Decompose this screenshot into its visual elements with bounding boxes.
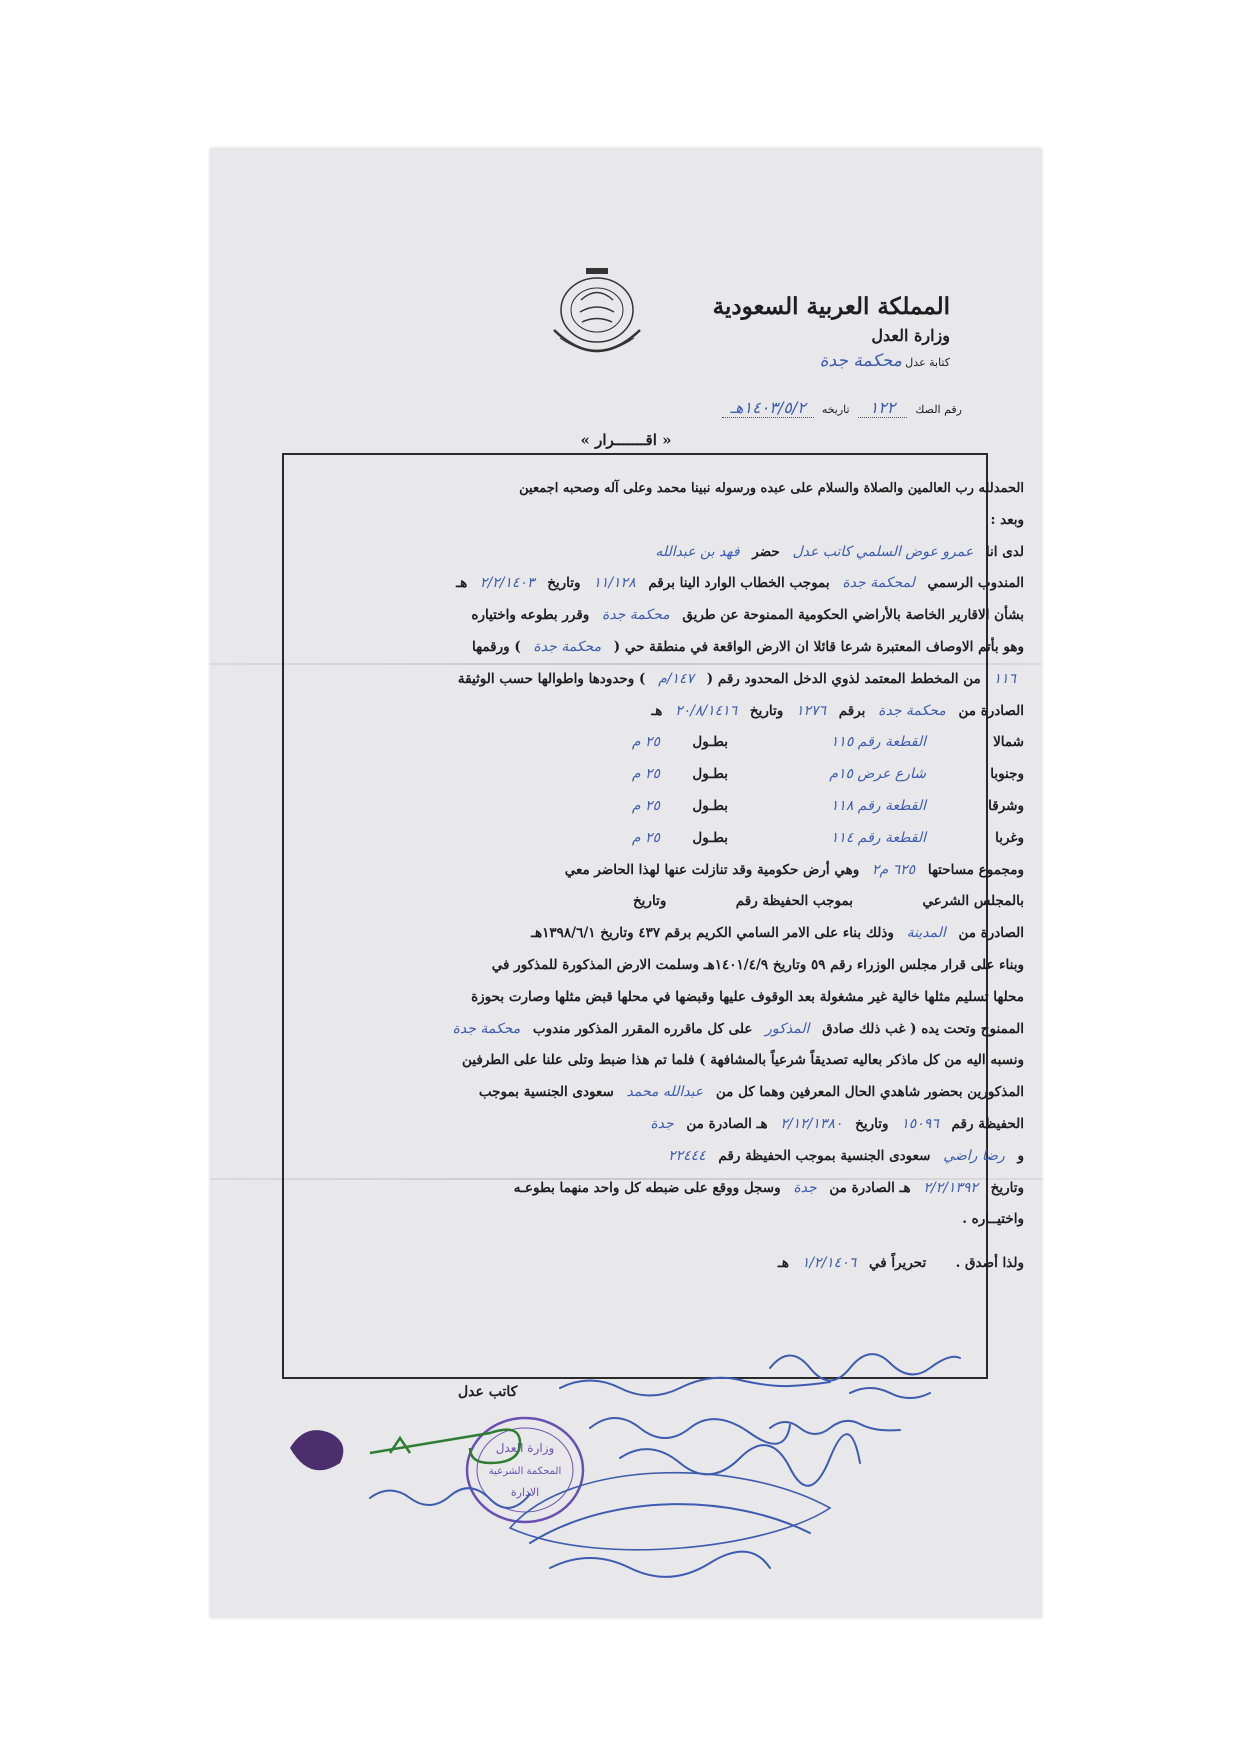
- text: وتاريخ: [749, 702, 784, 719]
- text: من المخطط المعتمد لذوي الدخل المحدود رقم (: [706, 670, 981, 687]
- deed-number-label: رقم الصك: [915, 403, 962, 416]
- text: وقرر بطوعه واختياره: [471, 607, 590, 624]
- text: الممنوح وتحت يده ( غب ذلك صادق: [822, 1020, 1024, 1037]
- handwriting: ١١٦: [993, 670, 1016, 687]
- body-line: [290, 696, 1024, 728]
- document-body: [290, 473, 1024, 1280]
- ink-seal-blot: [290, 1430, 343, 1470]
- handwriting: محكمة جدة: [602, 607, 670, 624]
- handwriting: جدة: [793, 1179, 817, 1196]
- letterhead: [713, 293, 950, 371]
- boundary-length: ٢٥ م: [631, 766, 660, 783]
- boundary-row-east: [290, 791, 1024, 823]
- handwriting: ١٢٧٦: [796, 702, 827, 719]
- handwriting: محكمة جدة: [878, 702, 946, 719]
- handwriting: المدينة: [906, 925, 946, 942]
- text: على كل ماقرره المقرر المذكور مندوب: [532, 1020, 753, 1037]
- signature-stroke: [770, 1421, 900, 1434]
- boundary-value: القطعة رقم ١١٤: [830, 829, 926, 846]
- body-line: واختيــاره .: [962, 1211, 1024, 1228]
- court-label: كتابة عدل: [905, 356, 950, 369]
- deed-number: ١٢٢: [858, 398, 908, 418]
- handwriting: لمحكمة جدة: [842, 575, 915, 592]
- text: ) ورقمها: [471, 638, 521, 655]
- boundary-length: ٢٥ م: [631, 734, 660, 751]
- kingdom-title: المملكة العربية السعودية: [712, 293, 950, 320]
- handwriting: ٢/١٢/١٣٨٠: [780, 1115, 843, 1132]
- boundary-value: القطعة رقم ١١٨: [830, 797, 926, 814]
- text: ومجموع مساحتها: [927, 861, 1024, 878]
- boundary-row-south: [290, 759, 1024, 791]
- signature-stroke: [590, 1418, 790, 1444]
- handwriting: ١/٢/١٤٠٦: [801, 1255, 857, 1272]
- body-line: [290, 1141, 1024, 1173]
- boundary-value: القطعة رقم ١١٥: [830, 734, 926, 751]
- handwriting: محكمة جدة: [533, 638, 602, 655]
- text: بموجب الخطاب الوارد الينا برقم: [648, 575, 830, 592]
- wabaad-line: وبعد :: [990, 511, 1024, 528]
- official-stamp: [460, 1410, 590, 1530]
- deed-date-label: تاريخه: [821, 403, 850, 416]
- body-line: [290, 537, 1024, 569]
- handwriting: عبدالله محمد: [626, 1084, 704, 1101]
- boundary-row-west: [290, 823, 1024, 855]
- body-line: ونسبه اليه من كل ماذكر بعاليه تصديقاً شرعياً بالمشافهة ) فلما تم هذا ضبط وتلى علنا على الطرفين: [462, 1052, 1024, 1069]
- handwriting: ٦٢٥ م٢: [871, 861, 916, 878]
- body-line: [290, 1077, 1024, 1109]
- handwriting: ١٥٠٩٦: [901, 1115, 939, 1132]
- text: وذلك بناء على الامر السامي الكريم برقم ٤٣٧ وتاريخ ١٣٩٨/٦/١هـ: [531, 925, 894, 942]
- handwriting: ١٤٧/م: [658, 670, 695, 687]
- handwriting: جدة: [650, 1115, 674, 1132]
- body-line: [290, 1014, 1024, 1046]
- stamp-line-1: وزارة العدل: [495, 1441, 555, 1455]
- text: وتاريخ: [990, 1179, 1024, 1196]
- document-title: « اقـــــــرار »: [580, 431, 672, 449]
- text: وتاريخ: [855, 1115, 889, 1132]
- text: وهي أرض حكومية وقد تنازلت عنها لهذا الحاضر معي: [564, 861, 860, 878]
- text: وهو بأتم الاوصاف المعتبرة شرعا قائلا ان الارض الواقعة في منطقة حي (: [613, 638, 1024, 655]
- text: و: [1017, 1147, 1024, 1164]
- boundary-row-north: [290, 727, 1024, 759]
- text: لدى انا: [985, 543, 1024, 560]
- boundary-direction: وجنوبا: [990, 766, 1024, 783]
- text: هـ: [651, 702, 663, 719]
- boundary-length: ٢٥ م: [631, 797, 660, 814]
- boundary-value: شارع عرض ١٥م: [829, 766, 926, 783]
- text: هـ: [777, 1255, 789, 1272]
- deed-date: ١٤٠٣/٥/٢هـ: [722, 398, 813, 418]
- body-line: [290, 1173, 1024, 1205]
- body-line: [290, 600, 1024, 632]
- body-line: [290, 918, 1024, 950]
- deed-number-line: [722, 398, 962, 418]
- text: ) وحدودها واطوالها حسب الوثيقة: [457, 670, 646, 687]
- text: ولذا أصدق .: [955, 1255, 1024, 1272]
- court-name: محكمة جدة: [819, 351, 902, 371]
- text: هـ الصادرة من: [829, 1179, 911, 1196]
- boundary-direction: وغربا: [995, 829, 1024, 846]
- body-line: [290, 664, 1024, 696]
- green-signature: [390, 1438, 410, 1453]
- opening-line: الحمدلله رب العالمين والصلاة والسلام على عبده ورسوله نبينا محمد وعلى آله وصحبه اجمعين: [519, 481, 1024, 496]
- text: وتاريخ: [547, 575, 581, 592]
- text: المذكورين بحضور شاهدي الحال المعرفين وهما كل من: [715, 1084, 1024, 1101]
- text: بموجب الحفيظة رقم: [735, 893, 854, 910]
- handwriting: ٢٢٤٤٤: [668, 1147, 706, 1164]
- body-line: وبناء على قرار مجلس الوزراء رقم ٥٩ وتاريخ ١٤٠١/٤/٩هـ وسلمت الارض المذكورة للمذكور في: [491, 956, 1024, 973]
- handwriting: رضا راضي: [943, 1147, 1005, 1164]
- emblem-logo: [536, 260, 658, 368]
- handwriting: عمرو عوض السلمي كاتب عدل: [792, 543, 974, 560]
- ministry-title: وزارة العدل: [871, 326, 950, 345]
- handwriting: ٢/٢/١٣٩٢: [923, 1179, 978, 1196]
- text: الصادرة من: [958, 702, 1024, 719]
- text: هـ: [456, 575, 468, 592]
- text: سعودى الجنسية بموجب الحفيظة رقم: [718, 1147, 931, 1164]
- handwriting: ١١/١٢٨: [593, 575, 636, 592]
- court-line: [713, 351, 950, 371]
- clerk-label: كاتب عدل: [458, 1384, 518, 1400]
- boundary-direction: وشرقا: [988, 797, 1024, 814]
- text: حضر: [752, 543, 780, 560]
- length-label: بطـول: [692, 766, 728, 783]
- text: بشأن الاقارير الخاصة بالأراضي الحكومية الممنوحة عن طريق: [682, 607, 1024, 624]
- text: وسجل ووقع على ضبطه كل واحد منهما بطوعـه: [513, 1179, 781, 1196]
- text: الحفيظة رقم: [951, 1115, 1024, 1132]
- signature-stroke: [850, 1388, 930, 1398]
- text: وتاريخ: [632, 893, 667, 910]
- handwriting: ٢/٢/١٤٠٣: [479, 575, 535, 592]
- stamp-line-2: المحكمة الشرعية: [488, 1466, 562, 1477]
- length-label: بطـول: [692, 797, 728, 814]
- stamp-line-3: الادارة: [510, 1486, 540, 1499]
- closing-line: [290, 1248, 1024, 1280]
- body-line: [290, 1109, 1024, 1141]
- handwriting: المذكور: [765, 1020, 810, 1037]
- body-line: [290, 855, 1024, 887]
- boundary-length: ٢٥ م: [631, 829, 660, 846]
- body-line: محلها تسليم مثلها خالية غير مشغولة بعد الوقوف عليها وقبضها في محلها قبض مثلها وصارت بحوزة: [471, 988, 1024, 1005]
- handwriting: محكمة جدة: [452, 1020, 521, 1037]
- body-line: [290, 886, 1024, 918]
- signature-stroke: [560, 1378, 830, 1396]
- length-label: بطـول: [692, 734, 728, 751]
- body-line: [290, 632, 1024, 664]
- text: هـ الصادرة من: [686, 1115, 768, 1132]
- text: بالمجلس الشرعي: [922, 893, 1024, 910]
- text: المندوب الرسمي: [927, 575, 1024, 592]
- document-sheet: [210, 148, 1042, 1618]
- text: الصادرة من: [958, 925, 1024, 942]
- handwriting: فهد بن عبدالله: [655, 543, 740, 560]
- handwriting: ٢٠/٨/١٤١٦: [675, 702, 738, 719]
- length-label: بطـول: [692, 829, 728, 846]
- boundary-direction: شمالا: [993, 734, 1024, 751]
- signature-stroke: [620, 1434, 860, 1486]
- signature-stroke: [550, 1552, 770, 1577]
- text: تحريراً في: [868, 1255, 927, 1272]
- text: سعودى الجنسية بموجب: [478, 1084, 614, 1101]
- text: برقم: [838, 702, 866, 719]
- body-line: [290, 568, 1024, 600]
